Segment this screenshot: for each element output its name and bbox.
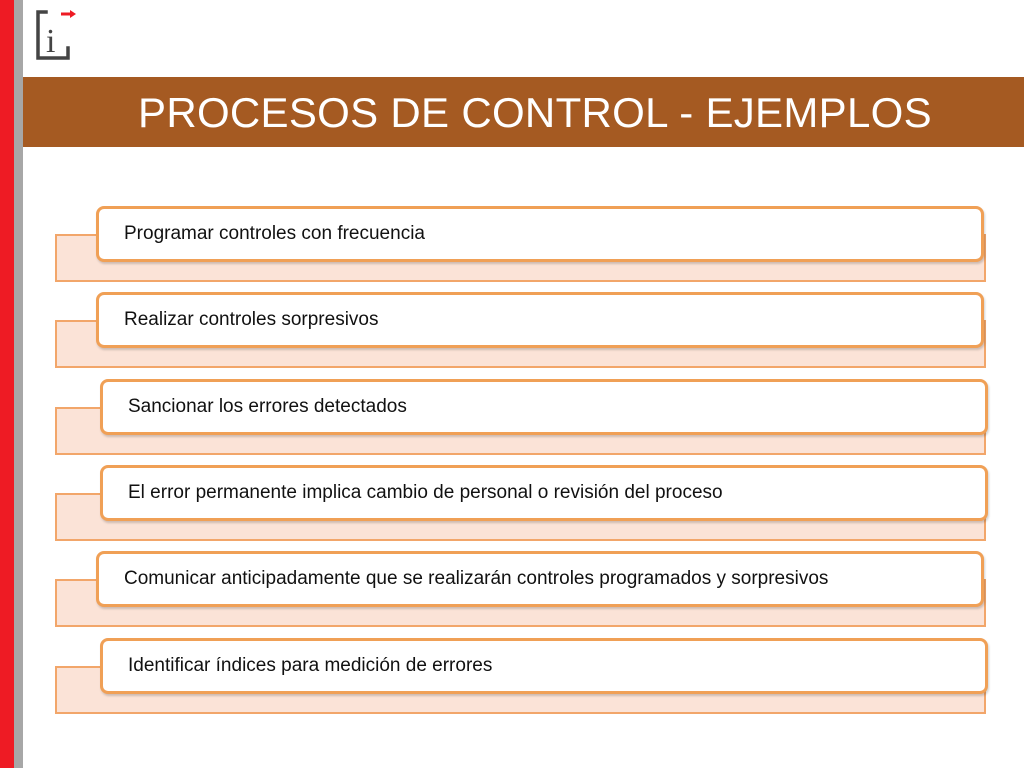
list-item [0,206,1024,286]
list-item-card [96,292,984,348]
list-item-card [100,379,988,435]
logo-letter: i [46,23,56,60]
list-item-label: Programar controles con frecuencia [124,223,425,244]
list-item-label: Comunicar anticipadamente que se realizarán controles programados y sorpresivos [124,568,829,589]
list-item-card [100,465,988,521]
list-item-label: Realizar controles sorpresivos [124,309,379,330]
list-item-card [96,206,984,262]
list-item-label: El error permanente implica cambio de personal o revisión del proceso [128,482,723,503]
list-item-label: Identificar índices para medición de errores [128,655,493,676]
list-item [0,379,1024,459]
logo [34,8,80,64]
list-item-card [96,551,984,607]
list-item-card [100,638,988,694]
list-item [0,465,1024,545]
list-item [0,551,1024,631]
logo-icon [34,8,80,64]
page-title: PROCESOS DE CONTROL - EJEMPLOS [138,89,932,136]
list-item-label: Sancionar los errores detectados [128,396,407,417]
list-item [0,638,1024,718]
list-item [0,292,1024,372]
